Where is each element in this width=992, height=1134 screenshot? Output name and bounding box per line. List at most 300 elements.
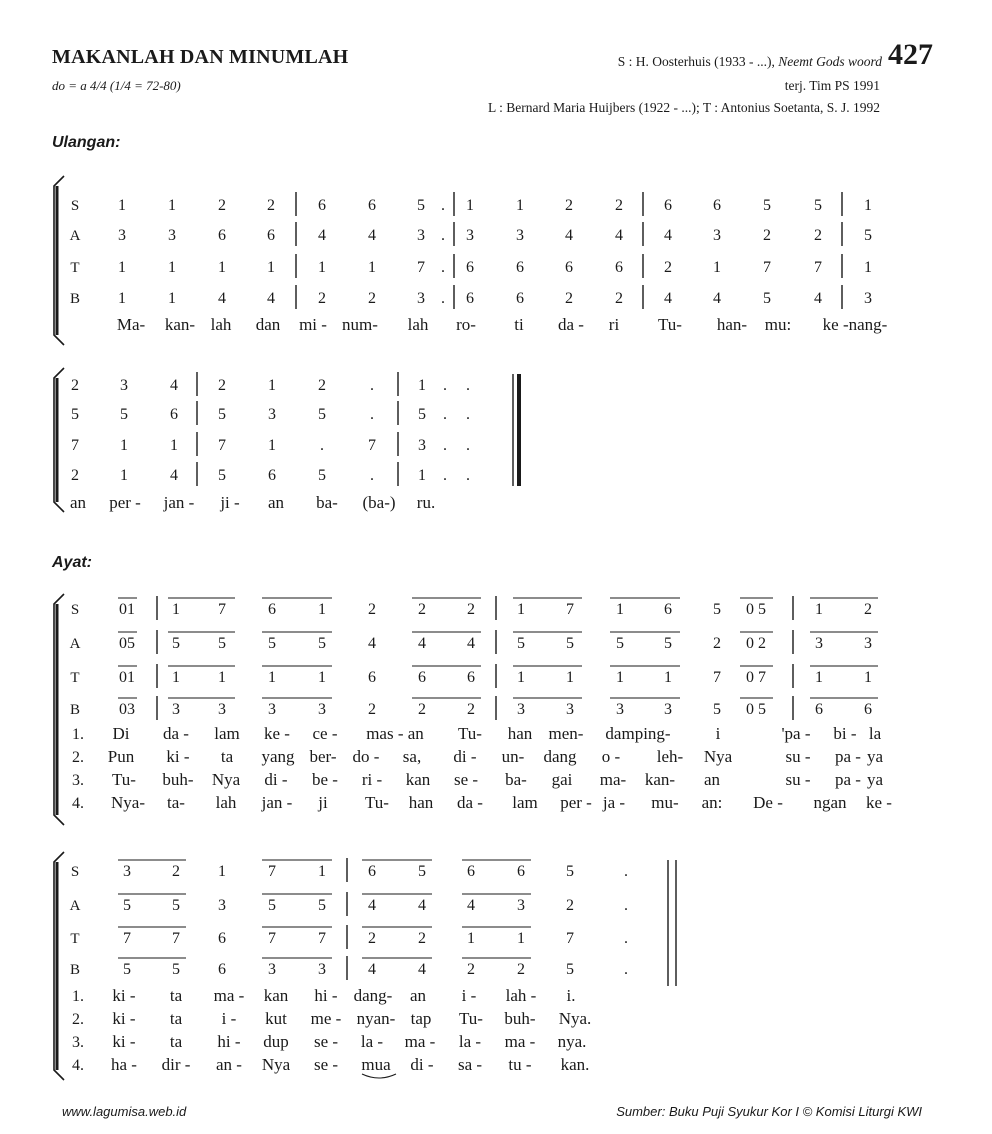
refrain-note: .	[466, 437, 470, 454]
verse-lyric: dang	[543, 747, 577, 766]
verse-note: 6	[467, 863, 475, 880]
verse-note: 2	[566, 897, 574, 914]
verse-lyric: 'pa -	[781, 724, 811, 743]
refrain-note: .	[443, 467, 447, 484]
refrain-note: 2	[318, 290, 326, 307]
verse-note: 1	[616, 601, 624, 618]
verse-number: 2.	[72, 1011, 84, 1028]
verse-lyric: kan-	[644, 770, 676, 789]
refrain-note: 4	[814, 290, 822, 307]
verse-note: 1	[172, 601, 180, 618]
verse-lyric: ke -	[264, 724, 290, 743]
refrain-note: 2	[368, 290, 376, 307]
song-title: MAKANLAH DAN MINUMLAH	[52, 46, 349, 68]
refrain-note: 4	[368, 227, 376, 244]
refrain-note: 1	[318, 259, 326, 276]
refrain-label: Ulangan:	[52, 134, 121, 151]
verse-note: 1	[218, 863, 226, 880]
footer-website: www.lagumisa.web.id	[62, 1104, 187, 1119]
refrain-lyric: ke -nang-	[822, 315, 888, 334]
verse-note: 7	[566, 930, 574, 947]
refrain-note: .	[443, 377, 447, 394]
refrain-note: 3	[516, 227, 524, 244]
verse-number: 1.	[72, 726, 84, 743]
refrain-note: 6	[516, 290, 524, 307]
verse-lyric: ji	[318, 793, 328, 812]
refrain-note: 2	[71, 467, 79, 484]
verse-lyric: dup	[263, 1032, 289, 1051]
verse-note: 2	[418, 930, 426, 947]
verse-number: 4.	[72, 1057, 84, 1074]
refrain-note: 3	[418, 437, 426, 454]
refrain-note: .	[370, 467, 374, 484]
verse-note: .	[624, 930, 628, 947]
verse-lyric: lam	[214, 724, 240, 743]
tempo-marking: do = a 4/4 (1/4 = 72-80)	[52, 78, 181, 93]
voice-label: A	[69, 636, 81, 652]
verse-note: 01	[119, 601, 135, 618]
refrain-note: 5	[218, 467, 226, 484]
verse-note: 1	[318, 601, 326, 618]
verse-lyric: i.	[566, 986, 576, 1005]
refrain-note: 5	[318, 406, 326, 423]
refrain-note: .	[443, 406, 447, 423]
verse-note: 3	[268, 961, 276, 978]
verse-note: 1	[517, 669, 525, 686]
verse-lyric: ma -	[504, 1032, 536, 1051]
verse-lyric: an -	[216, 1055, 242, 1074]
verse-lyric: han	[507, 724, 533, 743]
verse-lyric: men-	[548, 724, 584, 743]
verse-lyric: hi -	[314, 986, 338, 1005]
refrain-note: .	[466, 377, 470, 394]
verse-note: 3	[664, 701, 672, 718]
refrain-lyric: (ba-)	[362, 493, 396, 512]
refrain-lyric: Ma-	[116, 315, 146, 334]
refrain-note: 5	[864, 227, 872, 244]
verse-lyric: dir -	[161, 1055, 191, 1074]
verse-lyric: ki -	[112, 1009, 136, 1028]
verse-number: 1.	[72, 988, 84, 1005]
verse-lyric: tu -	[508, 1055, 532, 1074]
verse-lyric: kan	[263, 986, 289, 1005]
verse-lyric: be -	[312, 770, 338, 789]
verse-note: 3	[268, 701, 276, 718]
verse-note: 4	[418, 897, 426, 914]
verse-lyric: ki -	[112, 986, 136, 1005]
verse-lyric: pa -	[835, 747, 861, 766]
refrain-note: 1	[864, 197, 872, 214]
verse-note: 0 2	[746, 635, 766, 652]
refrain-note: 2	[615, 290, 623, 307]
refrain-note: 1	[418, 377, 426, 394]
verse-note: .	[624, 863, 628, 880]
refrain-note: 1	[268, 377, 276, 394]
verse-note: 2	[368, 701, 376, 718]
verse-label: Ayat:	[52, 554, 93, 571]
verse-note: 3	[318, 961, 326, 978]
verse-note: 5	[664, 635, 672, 652]
verse-lyric: ta-	[167, 793, 185, 812]
verse-note: 1	[517, 930, 525, 947]
refrain-note: 1	[218, 259, 226, 276]
verse-lyric: di -	[410, 1055, 434, 1074]
refrain-note: 6	[516, 259, 524, 276]
verse-lyric: an	[703, 770, 721, 789]
refrain-lyric: ji -	[220, 493, 240, 512]
refrain-note: 2	[615, 197, 623, 214]
refrain-lyric: han-	[716, 315, 748, 334]
verse-lyric: ki -	[112, 1032, 136, 1051]
refrain-note: 5	[120, 406, 128, 423]
verse-note: 6	[368, 863, 376, 880]
verse-note: 5	[418, 863, 426, 880]
refrain-note: .	[370, 377, 374, 394]
verse-lyric: kan	[405, 770, 431, 789]
verse-lyric: damping-	[605, 724, 671, 743]
refrain-note: 2	[664, 259, 672, 276]
refrain-note: 1	[118, 259, 126, 276]
verse-lyric: da -	[163, 724, 189, 743]
voice-label: B	[69, 702, 81, 718]
refrain-note: 1	[168, 259, 176, 276]
refrain-note: 6	[466, 290, 474, 307]
verse-note: 01	[119, 669, 135, 686]
refrain-lyric: an	[267, 493, 285, 512]
verse-lyric: di -	[453, 747, 477, 766]
refrain-note: 3	[466, 227, 474, 244]
refrain-note: 4	[170, 467, 178, 484]
refrain-lyric: dan	[255, 315, 281, 334]
verse-note: 4	[368, 635, 376, 652]
refrain-note: 7	[763, 259, 771, 276]
verse-lyric: la	[868, 724, 882, 743]
verse-note: 0 5	[746, 601, 766, 618]
verse-lyric: ma -	[213, 986, 245, 1005]
verse-note: 7	[713, 669, 721, 686]
voice-label: S	[70, 198, 80, 214]
refrain-note: 1	[418, 467, 426, 484]
refrain-note: 1	[118, 290, 126, 307]
verse-note: 03	[119, 701, 135, 718]
verse-note: 3	[815, 635, 823, 652]
verse-note: 1	[815, 669, 823, 686]
verse-lyric: un-	[501, 747, 525, 766]
verse-lyric: jan -	[261, 793, 293, 812]
verse-note: 6	[218, 961, 226, 978]
refrain-note: 1	[864, 259, 872, 276]
verse-lyric: lam	[512, 793, 538, 812]
verse-note: 5	[566, 961, 574, 978]
verse-note: 6	[517, 863, 525, 880]
refrain-note: 6	[466, 259, 474, 276]
refrain-note: 3	[168, 227, 176, 244]
verse-lyric: i	[715, 724, 721, 743]
refrain-note: 3	[120, 377, 128, 394]
verse-number: 4.	[72, 795, 84, 812]
verse-lyric: kan.	[560, 1055, 590, 1074]
refrain-note: 1	[168, 197, 176, 214]
refrain-note: 7	[368, 437, 376, 454]
refrain-note: 4	[615, 227, 623, 244]
verse-lyric: Nya	[261, 1055, 291, 1074]
refrain-note: 7	[814, 259, 822, 276]
refrain-lyric: ro-	[456, 315, 476, 334]
text-source-author: S : H. Oosterhuis (1933 - ...),	[617, 54, 779, 69]
verse-lyric: leh-	[656, 747, 684, 766]
verse-note: 4	[467, 635, 475, 652]
verse-lyric: mua	[361, 1055, 391, 1074]
verse-note: 3	[517, 897, 525, 914]
slur-mark	[362, 1074, 396, 1078]
refrain-note: 3	[713, 227, 721, 244]
verse-lyric: su -	[785, 747, 811, 766]
verse-note: 1	[517, 601, 525, 618]
verse-note: 6	[664, 601, 672, 618]
voice-label: A	[69, 228, 81, 244]
verse-lyric: di -	[264, 770, 288, 789]
refrain-note: 5	[417, 197, 425, 214]
verse-lyric: Nya	[211, 770, 241, 789]
verse-note: 5	[517, 635, 525, 652]
text-source-work: Neemt Gods woord	[778, 54, 882, 69]
refrain-lyric: mi -	[299, 315, 327, 334]
verse-lyric: i -	[461, 986, 477, 1005]
verse-lyric: su -	[785, 770, 811, 789]
verse-note: 3	[123, 863, 131, 880]
refrain-note: 6	[615, 259, 623, 276]
refrain-note: 6	[368, 197, 376, 214]
refrain-note: 4	[170, 377, 178, 394]
refrain-note: 4	[267, 290, 275, 307]
translation-credit: terj. Tim PS 1991	[784, 78, 880, 93]
refrain-lyric: jan -	[163, 493, 195, 512]
refrain-note: 6	[267, 227, 275, 244]
verse-lyric: la -	[458, 1032, 482, 1051]
verse-note: 7	[566, 601, 574, 618]
verse-note: 6	[467, 669, 475, 686]
verse-note: 5	[172, 897, 180, 914]
verse-lyric: mas - an	[366, 724, 424, 743]
refrain-lyric: lah	[407, 315, 429, 334]
verse-note: 3	[218, 897, 226, 914]
verse-note: 2	[368, 601, 376, 618]
refrain-note: 2	[218, 197, 226, 214]
verse-note: 1	[664, 669, 672, 686]
verse-note: 3	[172, 701, 180, 718]
refrain-note: .	[320, 437, 324, 454]
verse-lyric: se -	[453, 770, 479, 789]
refrain-note: 3	[417, 290, 425, 307]
refrain-note: 1	[168, 290, 176, 307]
verse-note: 5	[123, 897, 131, 914]
refrain-note: .	[441, 227, 445, 244]
refrain-note: .	[370, 406, 374, 423]
verse-note: 3	[218, 701, 226, 718]
refrain-note: 2	[71, 377, 79, 394]
verse-lyric: ki -	[166, 747, 190, 766]
verse-note: 6	[864, 701, 872, 718]
verse-note: 1	[318, 863, 326, 880]
music-credit: L : Bernard Maria Huijbers (1922 - ...); T : Antonius Soetanta, S. J. 1992	[488, 100, 880, 115]
refrain-lyric: an	[69, 493, 87, 512]
verse-lyric: Tu-	[458, 724, 482, 743]
refrain-note: 1	[466, 197, 474, 214]
verse-note: 0 7	[746, 669, 766, 686]
verse-note: 5	[713, 601, 721, 618]
verse-lyric: han	[408, 793, 434, 812]
refrain-note: 5	[71, 406, 79, 423]
verse-note: 2	[467, 601, 475, 618]
verse-note: 0 5	[746, 701, 766, 718]
refrain-note: 6	[713, 197, 721, 214]
verse-note: 7	[268, 863, 276, 880]
verse-lyric: ta	[169, 1032, 183, 1051]
verse-lyric: buh-	[162, 770, 194, 789]
verse-note: 1	[172, 669, 180, 686]
verse-lyric: per -	[560, 793, 592, 812]
voice-label: T	[70, 670, 80, 686]
refrain-note: 2	[814, 227, 822, 244]
refrain-note: 6	[318, 197, 326, 214]
verse-lyric: da -	[457, 793, 483, 812]
verse-note: 2	[368, 930, 376, 947]
verse-lyric: hi -	[217, 1032, 241, 1051]
verse-note: 5	[123, 961, 131, 978]
refrain-note: 1	[120, 467, 128, 484]
verse-note: 4	[467, 897, 475, 914]
voice-label: B	[69, 291, 81, 307]
verse-note: 1	[218, 669, 226, 686]
refrain-lyric: ru.	[416, 493, 436, 512]
verse-number: 2.	[72, 749, 84, 766]
refrain-note: 5	[318, 467, 326, 484]
refrain-note: 1	[368, 259, 376, 276]
verse-lyric: Tu-	[459, 1009, 483, 1028]
verse-lyric: Tu-	[112, 770, 136, 789]
verse-lyric: me -	[310, 1009, 342, 1028]
refrain-note: 2	[565, 197, 573, 214]
verse-lyric: lah -	[505, 986, 537, 1005]
verse-note: .	[624, 961, 628, 978]
verse-note: 1	[864, 669, 872, 686]
verse-note: 4	[368, 897, 376, 914]
verse-note: 4	[418, 961, 426, 978]
verse-note: 2	[713, 635, 721, 652]
verse-note: 5	[268, 635, 276, 652]
refrain-note: 3	[118, 227, 126, 244]
refrain-note: 3	[417, 227, 425, 244]
refrain-note: 7	[417, 259, 425, 276]
refrain-note: 3	[268, 406, 276, 423]
verse-lyric: ke -	[866, 793, 892, 812]
verse-lyric: kut	[265, 1009, 287, 1028]
verse-lyric: ba-	[505, 770, 527, 789]
voice-label: T	[70, 260, 80, 276]
verse-note: 7	[318, 930, 326, 947]
refrain-note: 6	[170, 406, 178, 423]
refrain-note: 7	[71, 437, 79, 454]
verse-note: 5	[566, 635, 574, 652]
verse-note: 05	[119, 635, 135, 652]
verse-lyric: Pun	[107, 747, 135, 766]
verse-note: 7	[218, 601, 226, 618]
refrain-lyric: ri	[608, 315, 620, 334]
verse-lyric: pa -	[835, 770, 861, 789]
verse-note: 6	[268, 601, 276, 618]
refrain-note: 4	[664, 227, 672, 244]
refrain-note: 4	[318, 227, 326, 244]
verse-lyric: tap	[410, 1009, 432, 1028]
refrain-lyric: num-	[342, 315, 378, 334]
verse-note: 5	[268, 897, 276, 914]
verse-lyric: nya.	[557, 1032, 587, 1051]
refrain-note: 1	[516, 197, 524, 214]
verse-lyric: o -	[601, 747, 621, 766]
refrain-lyric: kan-	[164, 315, 196, 334]
verse-lyric: ja -	[602, 793, 626, 812]
refrain-note: 1	[713, 259, 721, 276]
verse-note: 2	[864, 601, 872, 618]
refrain-note: 4	[664, 290, 672, 307]
refrain-note: 2	[565, 290, 573, 307]
verse-note: .	[624, 897, 628, 914]
refrain-note: 2	[267, 197, 275, 214]
refrain-note: 2	[763, 227, 771, 244]
verse-lyric: Tu-	[365, 793, 389, 812]
verse-note: 5	[566, 863, 574, 880]
refrain-note: 6	[664, 197, 672, 214]
voice-label: B	[69, 962, 81, 978]
refrain-lyric: da -	[558, 315, 584, 334]
verse-note: 1	[566, 669, 574, 686]
verse-lyric: ri -	[361, 770, 383, 789]
footer-source: Sumber: Buku Puji Syukur Kor I © Komisi Liturgi KWI	[616, 1104, 922, 1119]
verse-note: 4	[368, 961, 376, 978]
verse-lyric: ma -	[404, 1032, 436, 1051]
verse-note: 5	[172, 961, 180, 978]
verse-lyric: sa,	[402, 747, 422, 766]
verse-note: 1	[616, 669, 624, 686]
verse-note: 7	[268, 930, 276, 947]
refrain-note: 5	[814, 197, 822, 214]
verse-lyric: an:	[701, 793, 723, 812]
verse-note: 2	[467, 701, 475, 718]
refrain-note: 5	[763, 197, 771, 214]
refrain-note: 5	[218, 406, 226, 423]
verse-lyric: buh-	[504, 1009, 536, 1028]
refrain-note: 6	[268, 467, 276, 484]
verse-note: 2	[418, 701, 426, 718]
verse-lyric: do -	[352, 747, 380, 766]
refrain-note: 4	[565, 227, 573, 244]
verse-lyric: gai	[551, 770, 573, 789]
verse-lyric: dang-	[353, 986, 393, 1005]
verse-note: 6	[218, 930, 226, 947]
verse-lyric: la -	[360, 1032, 384, 1051]
refrain-note: .	[466, 406, 470, 423]
verse-note: 5	[318, 635, 326, 652]
refrain-note: 1	[267, 259, 275, 276]
voice-label: T	[70, 931, 80, 947]
verse-lyric: se -	[313, 1055, 339, 1074]
refrain-note: .	[443, 437, 447, 454]
verse-lyric: ha -	[111, 1055, 137, 1074]
song-number: 427	[888, 38, 933, 71]
refrain-note: 2	[218, 377, 226, 394]
refrain-lyric: Tu-	[658, 315, 682, 334]
verse-lyric: mu-	[651, 793, 679, 812]
